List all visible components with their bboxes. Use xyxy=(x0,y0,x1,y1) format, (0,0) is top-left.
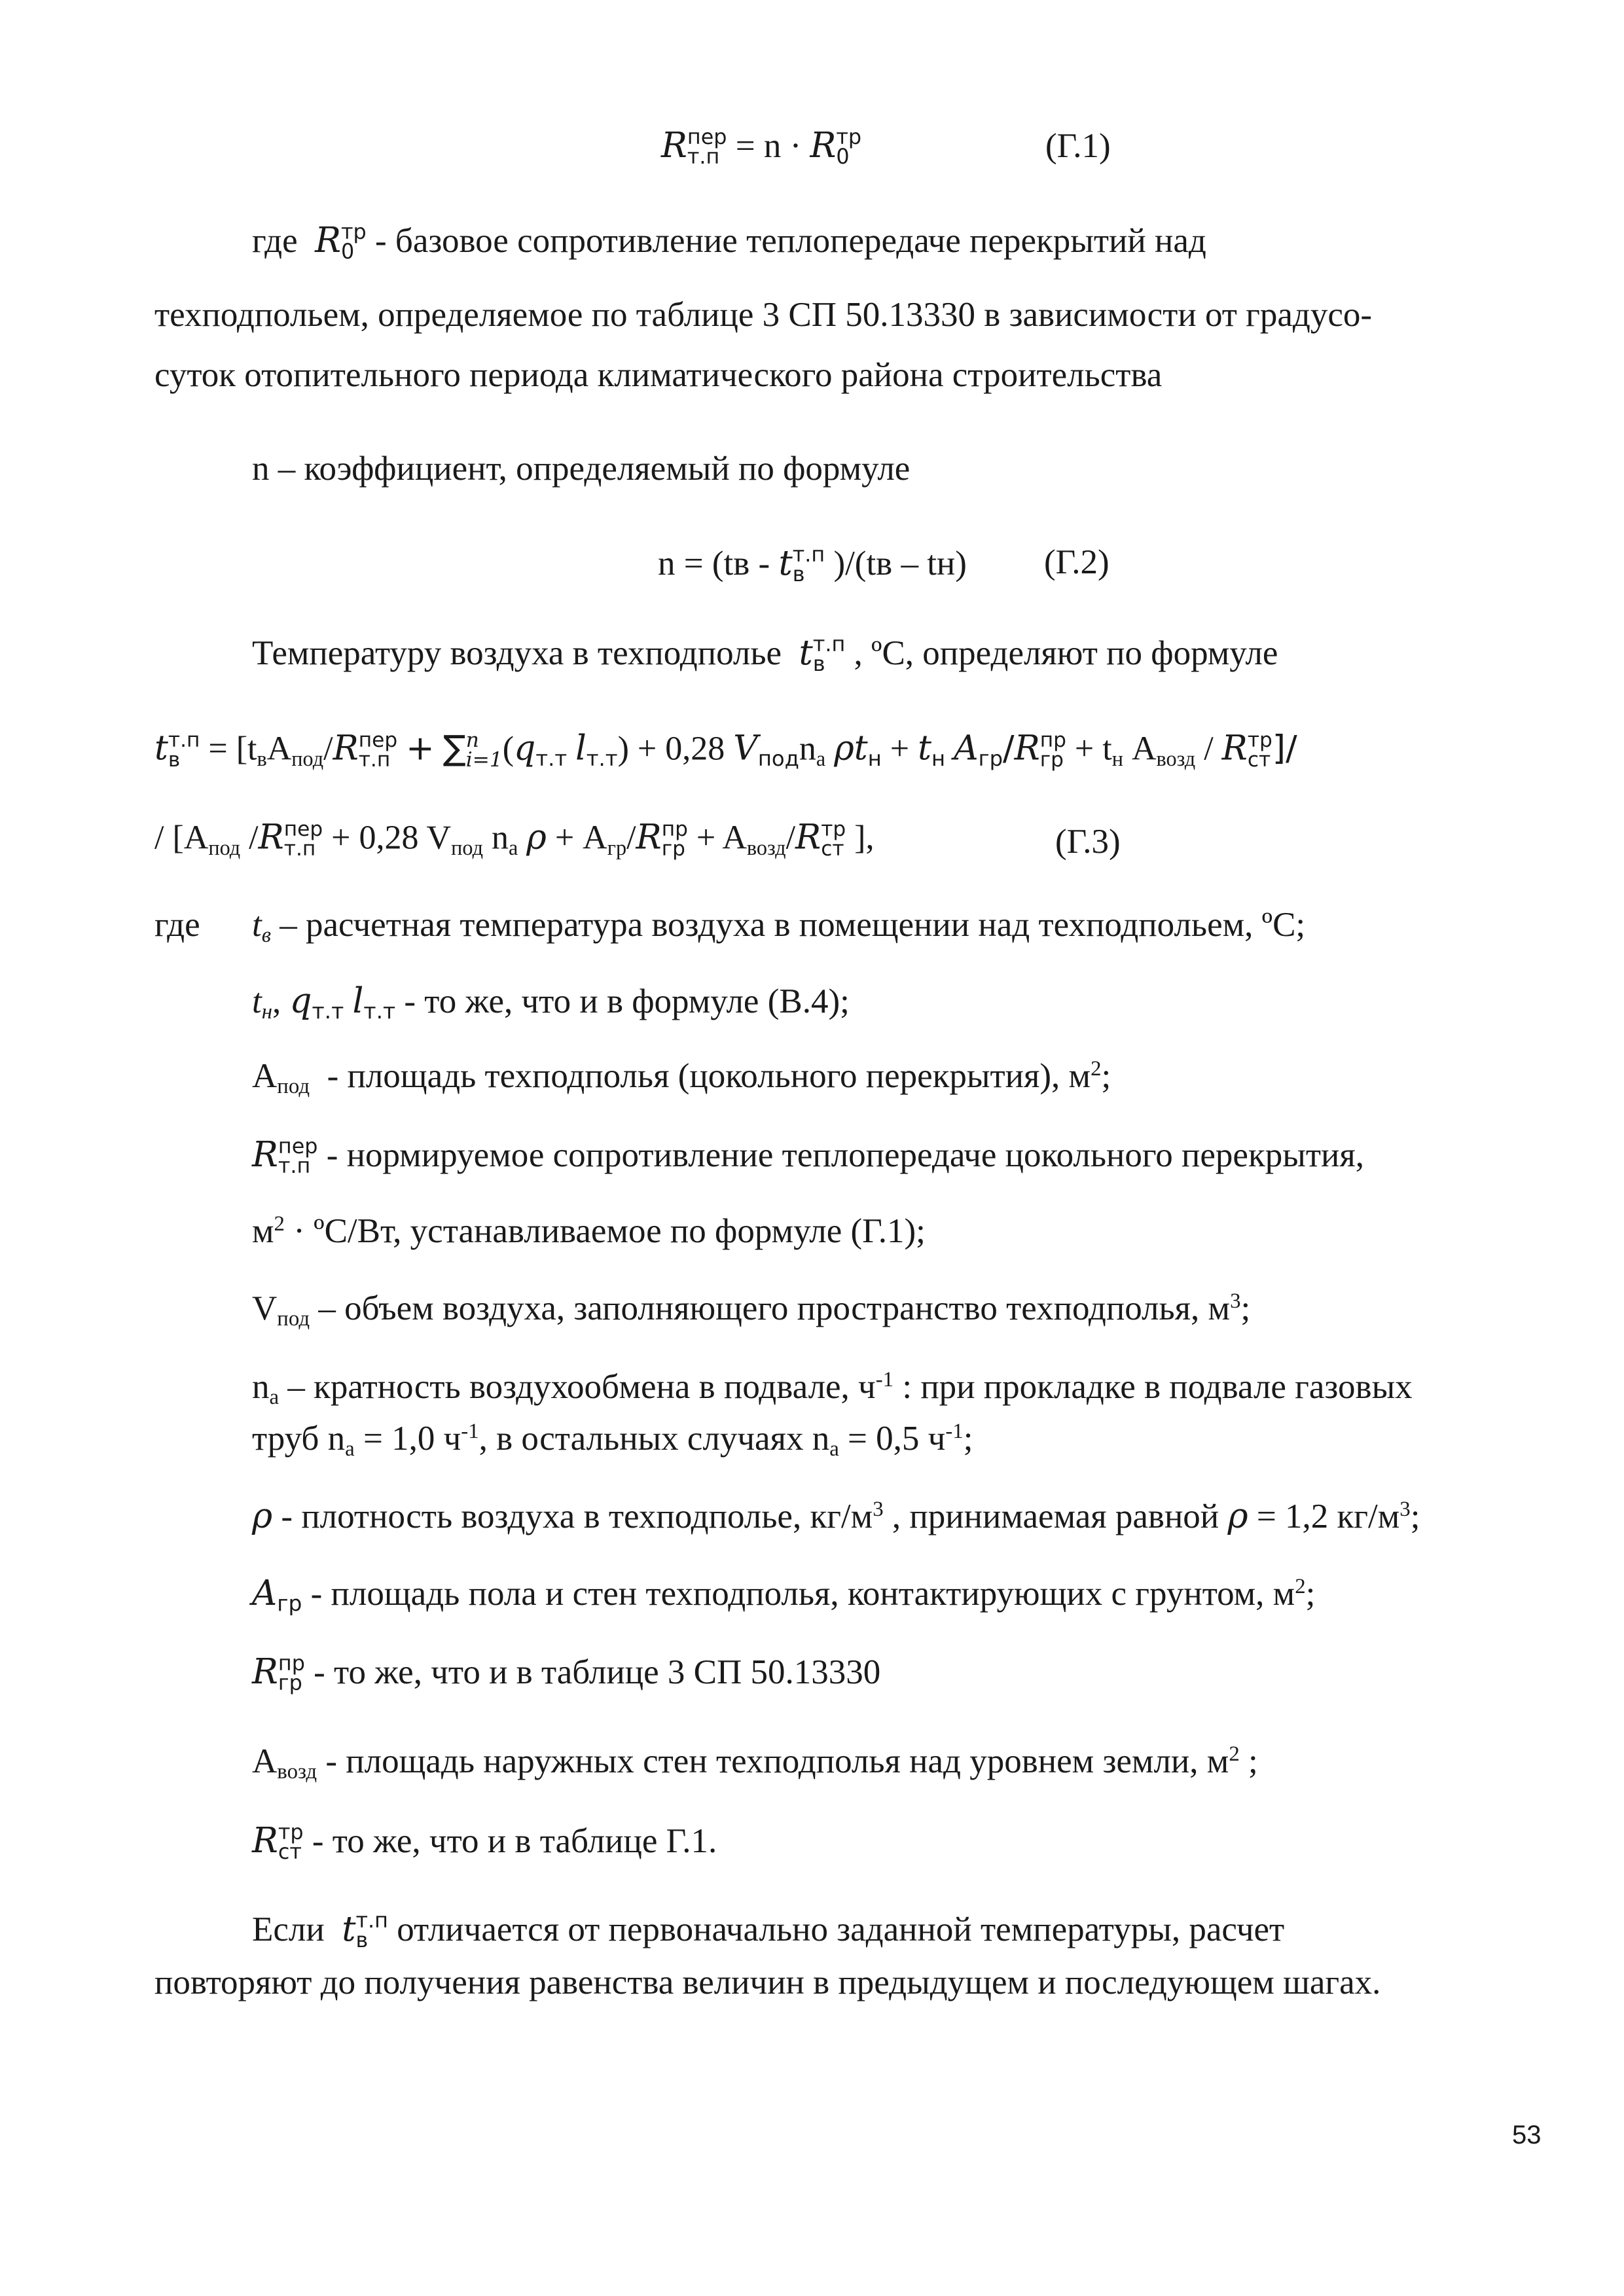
page-number: 53 xyxy=(1512,2121,1542,2149)
formula-g1-label: (Г.1) xyxy=(1045,127,1111,165)
def-vpod: $V_{под}$ – объем воздуха, заполняющего пространство техподполья, $м^3$; xyxy=(252,1289,1251,1331)
paragraph-3: Температуру воздуха в техподполье t т.п в , ºС, определяют по формуле xyxy=(252,632,1278,677)
def-agr: $A_{гр}$ - площадь пола и стен техподполья, контактирующих с грунтом, $м^2$; xyxy=(252,1573,1316,1617)
def-rtp-units: $м^2$ · ºС/Вт, устанавливаемое по формуле (Г.1); xyxy=(252,1211,926,1250)
paragraph-1-line-1: где R тр 0 - базовое сопротивление теплопередаче перекрытий над xyxy=(252,220,1206,264)
formula-g2-label: (Г.2) xyxy=(1044,543,1110,581)
def-rst: R тр ст - то же, что и в таблице Г.1. xyxy=(252,1820,717,1865)
def-na-line-1: $n_a$ – кратность воздухообмена в подвале, $ч^{-1}$ : при прокладке в подвале газовых xyxy=(252,1367,1413,1410)
formula-g2: n = (tв - t т.п в )/(tв – tн) xyxy=(658,543,967,587)
def-apod: $A_{под}$ - площадь техподполья (цокольного перекрытия), $м^2$; xyxy=(252,1056,1111,1099)
formula-g1: R пер т.п = n · R тр 0 xyxy=(661,125,862,170)
def-where: где xyxy=(154,906,200,944)
def-na-line-2: труб $n_a = 1,0$ $ч^{-1}$, в остальных случаях $n_a = 0,5$ $ч^{-1}$; xyxy=(252,1419,973,1462)
def-tn: $t_н$, $q_{т.т}$ $l_{т.т}$ - то же, что и в формуле (В.4); xyxy=(252,981,850,1024)
paragraph-2: n – коэффициент, определяемый по формуле xyxy=(252,450,911,488)
formula-g3-line-2: / [$A_{под}$ /R пер т.п + 0,28 $V_{под}$ $n_a$ $\rho + A_{гр}/R$ пр гр + $A_{возд}/R$ тр ст ], xyxy=(154,817,875,861)
def-avozd: $A_{возд}$ - площадь наружных стен техподполья над уровнем земли, $м^2$ ; xyxy=(252,1742,1258,1784)
def-rgr: R пр гр - то же, что и в таблице 3 СП 50.13330 xyxy=(252,1651,881,1696)
def-rtp: R пер т.п - нормируемое сопротивление теплопередаче цокольного перекрытия, xyxy=(252,1134,1364,1179)
formula-g3-label: (Г.3) xyxy=(1055,823,1121,861)
def-tv: $t_в$ – расчетная температура воздуха в помещении над техподпольем, ºС; xyxy=(252,906,1306,948)
paragraph-1-line-2: техподпольем, определяемое по таблице 3 СП 50.13330 в зависимости от градусо- xyxy=(154,296,1373,334)
def-rho: ρ - плотность воздуха в техподполье, $кг/м^3$ , принимаемая равной ρ = 1,2 $кг/м^3$; xyxy=(252,1496,1420,1536)
last-paragraph-line-1: Если t т.п в отличается от первоначально заданной температуры, расчет xyxy=(252,1909,1285,1953)
formula-g3-line-1: t т.п в = [$t_вA_{под}/R$ пер т.п + ∑ n i=1 ($q_{т.т}$ $l_{т.т}) + 0,28$ $V_{под}n_a$ $\rho t_н + t_н$ $A_{гр}/R$ пр гр + $t_н$ $A_{возд}$ / R тр ст ]/ xyxy=(154,728,1297,772)
last-paragraph-line-2: повторяют до получения равенства величин в предыдущем и последующем шагах. xyxy=(154,1964,1381,2001)
paragraph-1-line-3: суток отопительного периода климатического района строительства xyxy=(154,356,1163,394)
